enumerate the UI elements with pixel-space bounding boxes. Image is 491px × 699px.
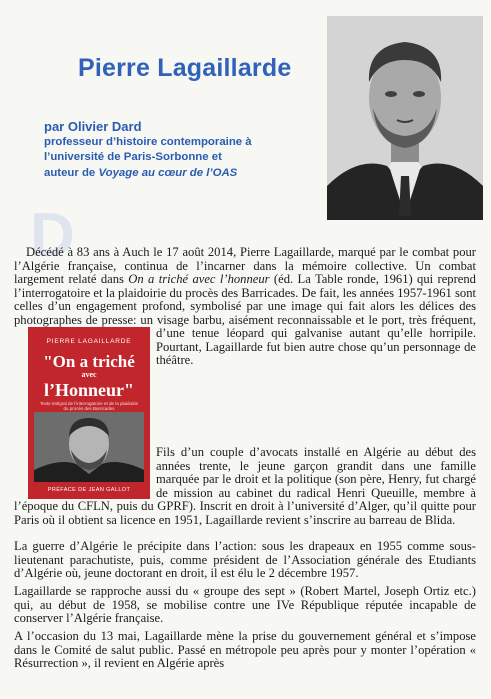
byline-author: par Olivier Dard	[44, 119, 142, 134]
paragraph-2: Fils d’un couple d’avocats installé en Algérie au début des années trente, le jeune garçon grandit dans une famille marquée par le droit et la politique (son père, Henry, fut chargé de mission au cabinet du radical Henri Queuille, membre à l’époque du CFLN, puis du GPRF). Inscrit en droit à l’université d’Alger, qu’il quitte pour Paris où il obtient sa licence en 1951, Lagaillarde revient s’inscrire au barreau de Blida.	[14, 445, 476, 527]
wrap-spacer-cover-2	[14, 446, 156, 500]
paragraph-1-part-b: (éd. La Table ronde, 1961) qui reprend l’interrogatoire et la plaidoirie du procès des Barricades. De fait, les années 1957-1961 sont celles d’un engagement profond, symbolisé par une image qui fait alors les délices des photographes de presse: un visage barbu, aisément reconnaissable et le port, très fréquent, d’une tenue léopard qui galvanise autant qu’elle horripile. Pourtant, Lagaillarde fut bien autre chose qu’un personnage de théâtre.	[14, 272, 476, 367]
decorative-letter: D	[30, 201, 75, 270]
book-cover-subtitle: Texte intégral de l’interrogatoire et de la plaidoirie du procès des Barricades	[39, 401, 139, 411]
byline-role-2: l’université de Paris-Sorbonne et	[44, 151, 222, 163]
paragraph-3: La guerre d’Algérie le précipite dans l’action: sous les drapeaux en 1955 comme sous-lieutenant parachutiste, puis, comme président de l’Association générale des Etudiants d’Algérie où, jeune doctorant en droit, il est élu le 2 décembre 1957.	[14, 539, 476, 580]
paragraph-1-book-title: On a triché avec l’honneur	[128, 272, 270, 286]
article-title: Pierre Lagaillarde	[78, 54, 292, 82]
book-cover-title-line-3: l’Honneur"	[44, 380, 134, 400]
paragraph-1-part-a: Décédé à 83 ans à Auch le 17 août 2014, Pierre Lagaillarde, marqué par le combat pour l’Algérie française, continua de l’incarner dans la mémoire collective. Un combat largement relaté dans	[14, 245, 476, 286]
byline-book-title: Voyage au cœur de l’OAS	[98, 166, 238, 179]
book-cover-preface: PRÉFACE DE JEAN GALLOT	[47, 487, 131, 493]
byline	[44, 119, 314, 181]
paragraph-5: A l’occasion du 13 mai, Lagaillarde mène la prise du gouvernement général et s’impose dans le Comité de salut public. Passé en métropole peu après pour y monter l’opération « Résurrection », il revient en Algérie après	[14, 629, 476, 670]
book-cover-title-line-1: "On a triché	[43, 352, 135, 371]
paragraph-4: Lagaillarde se rapproche aussi du « groupe des sept » (Robert Martel, Joseph Ortiz etc.) qui, au début de 1958, se mobilise contre une IVe République réputée incapable de conserver l’Algérie française.	[14, 584, 476, 625]
byline-role-3	[44, 166, 314, 182]
portrait-icon	[327, 16, 483, 220]
portrait-photo	[327, 16, 483, 220]
book-cover-author: PIERRE LAGAILLARDE	[46, 338, 132, 345]
byline-role-1: professeur d’histoire contemporaine à	[44, 135, 252, 148]
byline-role-3-prefix: auteur de	[44, 166, 99, 179]
book-cover-title-line-2: avec	[81, 370, 97, 379]
